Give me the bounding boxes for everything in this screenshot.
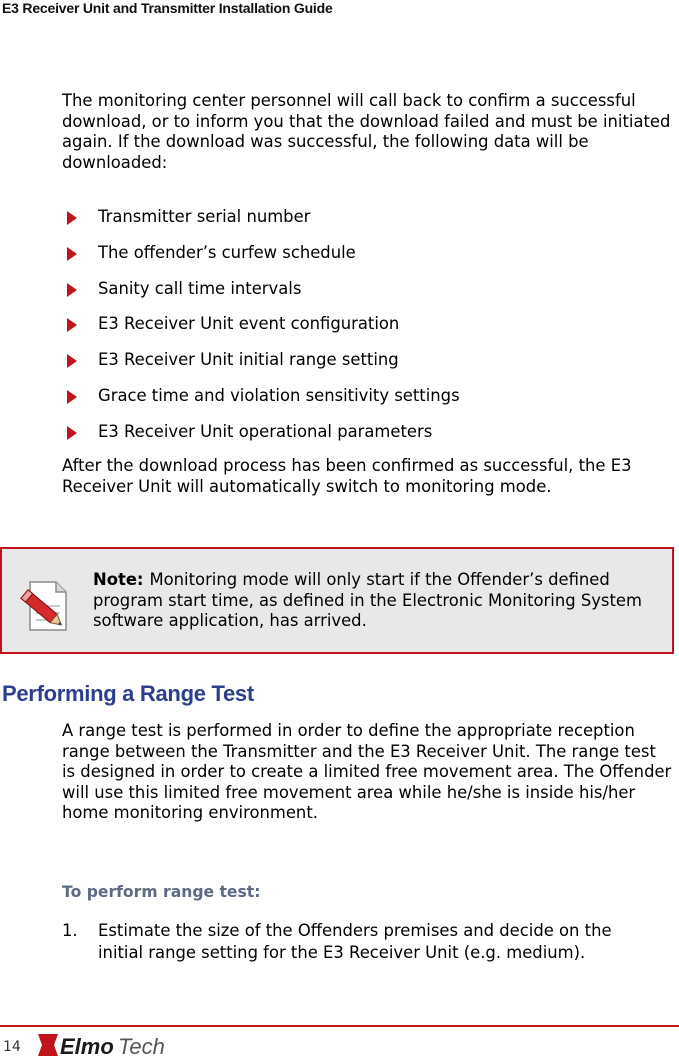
logo-text-light: Tech	[118, 1034, 165, 1059]
procedure-title: To perform range test:	[62, 883, 261, 901]
bullet-triangle-icon	[67, 283, 77, 297]
intro-paragraph: The monitoring center personnel will call back to confirm a successful download, or to inform you that the download failed and must be initiated again. If the download was successful, the following data will be downloaded:	[62, 91, 671, 172]
running-header: E3 Receiver Unit and Transmitter Installation Guide	[2, 0, 333, 16]
step-text: Estimate the size of the Offenders premises and decide on the initial range setting for the E3 Receiver Unit (e.g. medium).	[98, 921, 612, 962]
list-item-text: E3 Receiver Unit initial range setting	[98, 350, 399, 370]
after-download-paragraph: After the download process has been confirmed as successful, the E3 Receiver Unit will automatically switch to monitoring mode.	[62, 456, 632, 496]
elmotech-logo	[36, 1030, 186, 1060]
list-item	[62, 420, 460, 456]
bullet-triangle-icon	[67, 390, 77, 404]
pencil-note-icon	[16, 576, 74, 634]
list-item-text: E3 Receiver Unit operational parameters	[98, 421, 433, 441]
bullet-triangle-icon	[67, 318, 77, 332]
list-item	[62, 348, 460, 384]
list-item	[62, 277, 460, 313]
bullet-triangle-icon	[67, 211, 77, 225]
list-item-text: Transmitter serial number	[98, 207, 311, 226]
note-label: Note:	[93, 570, 144, 589]
note-box	[0, 547, 674, 654]
list-item-text: The offender’s curfew schedule	[98, 242, 356, 262]
list-item	[62, 241, 460, 277]
bullet-triangle-icon	[67, 426, 77, 440]
list-item	[62, 312, 460, 348]
list-item-text: E3 Receiver Unit event configuration	[98, 314, 400, 334]
list-item-text: Sanity call time intervals	[98, 278, 302, 298]
footer-rule	[0, 1025, 679, 1027]
note-body: Monitoring mode will only start if the Offender’s defined program start time, as defined in the Electronic Monitoring System software application, has arrived.	[93, 570, 642, 631]
list-item	[62, 384, 460, 420]
page-number: 14	[3, 1039, 21, 1055]
bullet-triangle-icon	[67, 247, 77, 261]
step-number: 1.	[62, 921, 78, 940]
range-test-paragraph: A range test is performed in order to define the appropriate reception range between the Transmitter and the E3 Receiver Unit. The range test is designed in order to create a limited free movement area. The Offender will use this limited free movement area while he/she is inside his/her home monitoring environment.	[62, 721, 672, 823]
list-item	[62, 205, 460, 241]
list-item-text: Grace time and violation sensitivity settings	[98, 385, 460, 405]
note-text	[93, 570, 653, 632]
logo-text-bold: Elmo	[60, 1034, 114, 1059]
bullet-triangle-icon	[67, 354, 77, 368]
downloaded-data-list	[62, 205, 460, 456]
section-heading: Performing a Range Test	[2, 681, 254, 706]
